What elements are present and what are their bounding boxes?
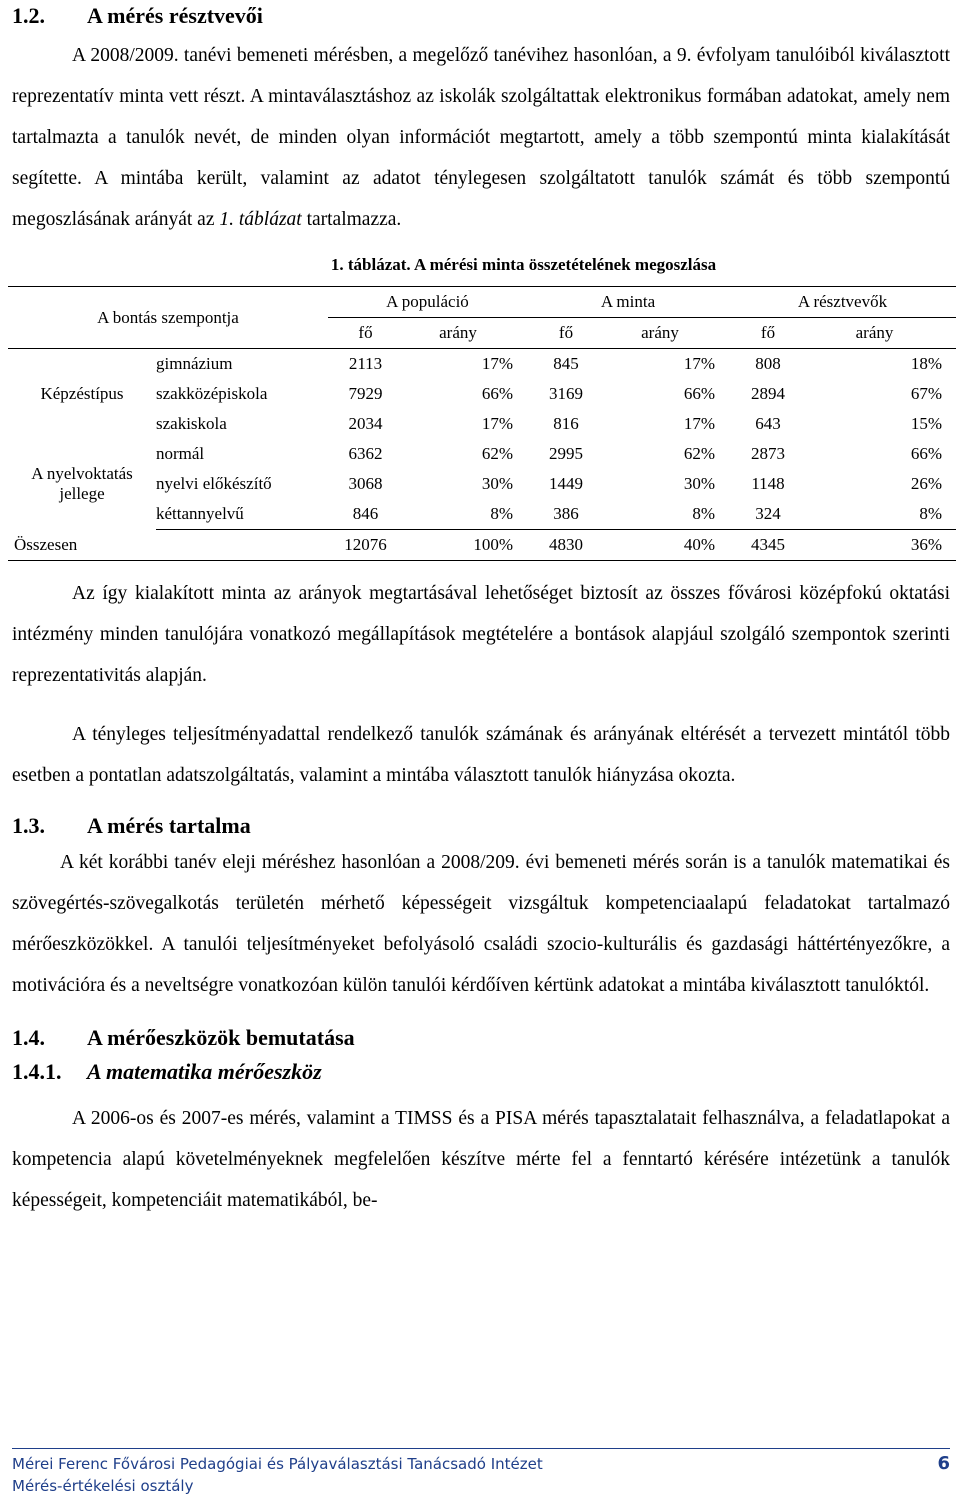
footer-department: Mérés-értékelési osztály [12, 1477, 194, 1495]
total-label: Összesen [8, 530, 328, 561]
header-minta: A minta [527, 287, 729, 318]
document-page [12, 0, 950, 1221]
paragraph-2: Az így kialakított minta az arányok megtartásával lehetőséget biztosít az összes fővárosi középfokú oktatási intézmény minden tanulójára vonatkozó megállapítások megtételére a bontások alapjául szolgáló szempontok szerinti reprezentativitás alapján. [12, 583, 950, 686]
table-caption: 1. táblázat. A mérési minta összetételének megoszlása [330, 255, 717, 274]
header-arany: arány [403, 318, 527, 349]
table-row: szakiskola 2034 17% 816 17% 643 15% [156, 414, 942, 433]
table-row: szakközépiskola 7929 66% 3169 66% 2894 67% [156, 384, 942, 403]
header-fo: fő [328, 318, 403, 349]
header-fo: fő [527, 318, 605, 349]
table-reference: 1. táblázat [219, 209, 302, 230]
paragraph-5: A 2006-os és 2007-es mérés, valamint a TIMSS és a PISA mérés tapasztalatait felhasználva, a feladatlapokat a kompetencia alapú követelményeknek megfelelően készítve mérte fel a fenntartó kérésére intézetünk a tanulók képességeit, kompetenciáit matematikából, be- [12, 1108, 950, 1211]
table-row: A nyelvoktatás jellege normál 6362 62% 2995 62% 2873 66% [8, 439, 956, 469]
section-heading-1-4: 1.4. A mérőeszközök bemutatása [12, 1025, 355, 1050]
group-nyelvoktatas: A nyelvoktatás jellege [31, 464, 133, 504]
section-heading-1-2: 1.2. A mérés résztvevői [12, 3, 263, 28]
paragraph-3: A tényleges teljesítményadattal rendelkező tanulók számának és arányának eltérését a tervezett mintától több esetben a pontatlan adatszolgáltatás, valamint a mintába választott tanulók hiányzása okozta. [12, 724, 950, 786]
table-row: kéttannyelvű 846 8% 386 8% 324 8% [8, 499, 956, 530]
header-populacio: A populáció [328, 287, 527, 318]
subsection-heading-1-4-1: 1.4.1. A matematika mérőeszköz [12, 1059, 322, 1084]
table-row: Képzéstípus gimnázium 2113 17% 845 17% 808 18% [8, 349, 956, 380]
table-row: nyelvi előkészítő 3068 30% 1449 30% 1148 26% [156, 474, 942, 493]
header-resztvevok: A résztvevők [729, 287, 956, 318]
page-footer [12, 1448, 950, 1497]
paragraph-1: A 2008/2009. tanévi bemeneti mérésben, a megelőző tanévihez hasonlóan, a 9. évfolyam tanulóiból kiválasztott reprezentatív minta vett részt. A mintaválasztáshoz az iskolák szolgáltattak elektronikus formában adatokat, amely nem tartalmazta a tanulók nevét, de minden olyan információt megtartott, amely a több szempontú minta kialakítását segítette. A mintába került, valamint az adatot ténylegesen szolgáltatott tanulók számát és több szempontú megoszlásának arányát az 1. táblázat tartalmazza. [12, 45, 950, 230]
header-bontas: A bontás szempontja [8, 287, 328, 349]
header-fo: fő [729, 318, 807, 349]
table-total-row: Összesen 12076 100% 4830 40% 4345 36% [8, 530, 956, 561]
header-arany: arány [605, 318, 729, 349]
footer-institute: Mérei Ferenc Fővárosi Pedagógiai és Pályaválasztási Tanácsadó Intézet [12, 1455, 543, 1473]
sample-table [8, 286, 956, 561]
group-kepzestipus: Képzéstípus [40, 384, 124, 403]
section-heading-1-3: 1.3. A mérés tartalma [12, 813, 251, 838]
paragraph-4: A két korábbi tanév eleji méréshez hasonlóan a 2008/209. évi bemeneti mérés során is a tanulók matematikai és szövegértés-szövegalkotás területén mérhető képességeit vizsgáltuk kompetenciaalapú feladatokat tartalmazó mérőeszközökkel. A tanulói teljesítményeket befolyásoló családi szocio-kulturális és gazdasági háttértényezőkre, a motivációra és a neveltségre vonatkozóan külön tanulói kérdőíven kértünk adatokat a mintába kiválasztott tanulóktól. [12, 852, 950, 996]
page-number: 6 [937, 1453, 950, 1474]
header-arany: arány [807, 318, 956, 349]
